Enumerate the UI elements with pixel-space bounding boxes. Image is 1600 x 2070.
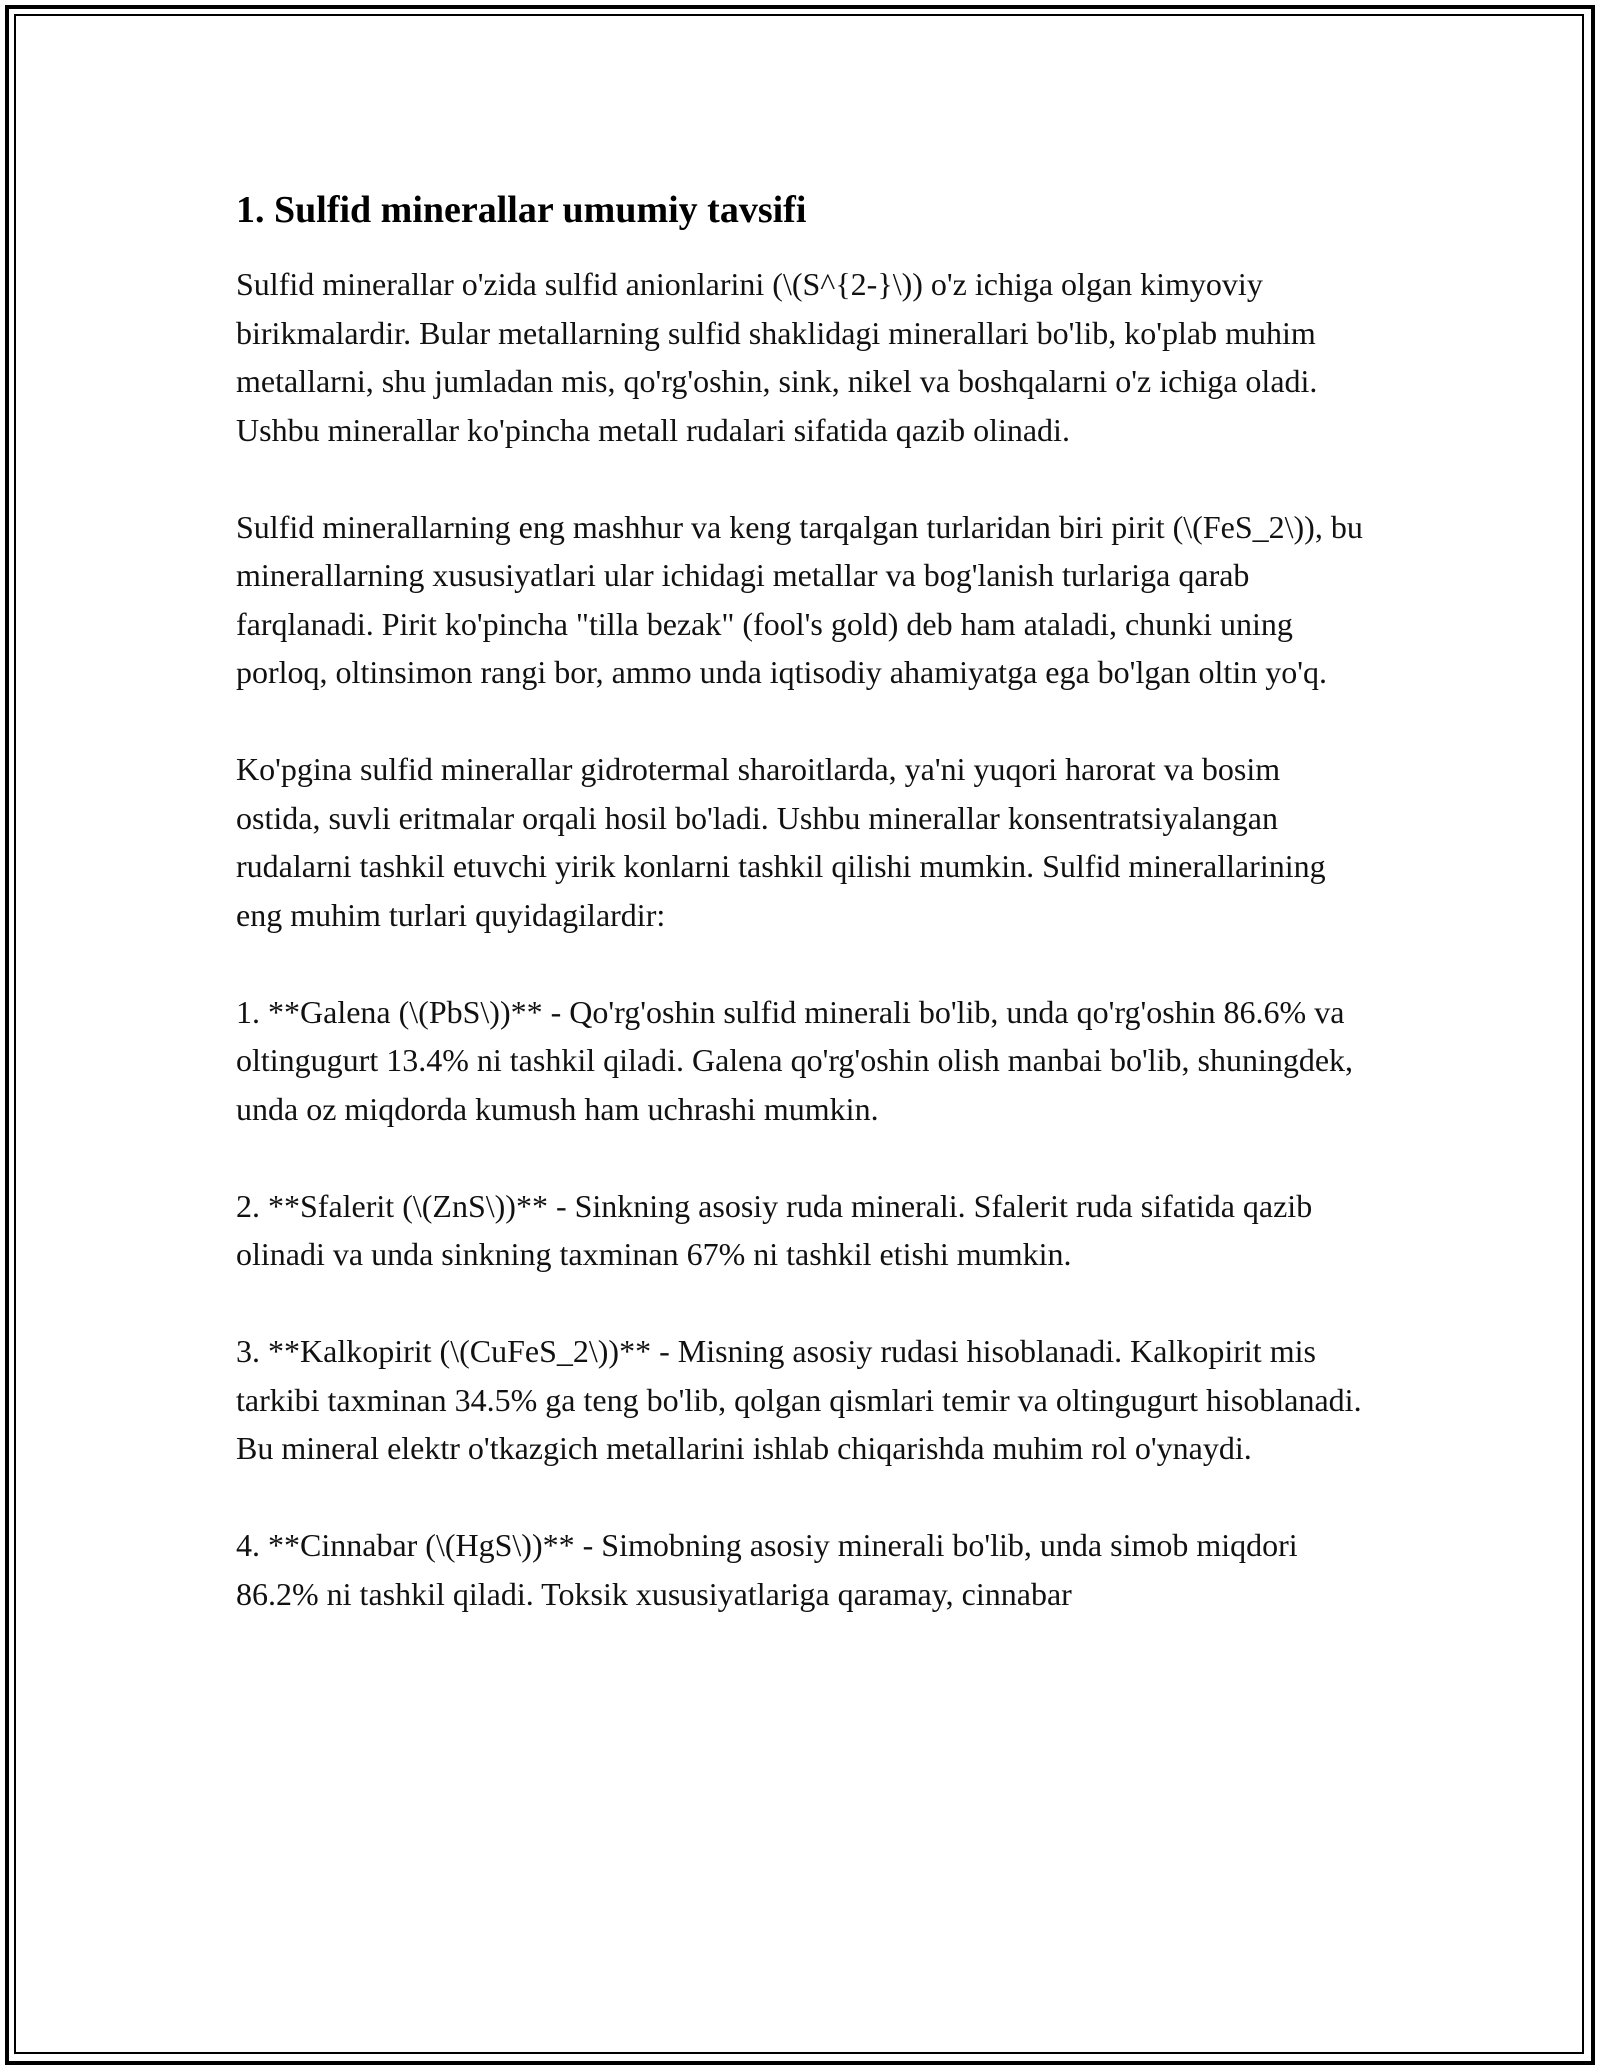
paragraph-formation: Ko'pgina sulfid minerallar gidrotermal sharoitlarda, ya'ni yuqori harorat va bosim ostida, suvli eritmalar orqali hosil bo'ladi. Ushbu minerallar konsentratsiyalangan rudalarni tashkil etuvchi yirik konlarni tashkil qilishi mumkin. Sulfid minerallarining eng muhim turlari quyidagilardir:	[236, 751, 1326, 933]
list-item-sphalerite: 2. **Sfalerit (\(ZnS\))** - Sinkning asosiy ruda minerali. Sfalerit ruda sifatida qazib olinadi va unda sinkning taxminan 67% ni tashkil etishi mumkin.	[236, 1187, 1313, 1272]
document-body	[236, 186, 1366, 1667]
list-item-cinnabar: 4. **Cinnabar (\(HgS\))** - Simobning asosiy minerali bo'lib, unda simob miqdori 86.2% ni tashkil qiladi. Toksik xususiyatlariga qaramay, cinnabar	[236, 1527, 1298, 1612]
list-item-chalcopyrite: 3. **Kalkopirit (\(CuFeS_2\))** - Misning asosiy rudasi hisoblanadi. Kalkopirit mis tarkibi taxminan 34.5% ga teng bo'lib, qolgan qismlari temir va oltingugurt hisoblanadi. Bu mineral elektr o'tkazgich metallarini ishlab chiqarishda muhim rol o'ynaydi.	[236, 1333, 1362, 1466]
paragraph-intro: Sulfid minerallar o'zida sulfid anionlarini (\(S^{2-}\)) o'z ichiga olgan kimyoviy birikmalardir. Bular metallarning sulfid shaklidagi minerallari bo'lib, ko'plab muhim metallarni, shu jumladan mis, qo'rg'oshin, sink, nikel va boshqalarni o'z ichiga oladi. Ushbu minerallar ko'pincha metall rudalari sifatida qazib olinadi.	[236, 266, 1318, 448]
section-heading: 1. Sulfid minerallar umumiy tavsifi	[236, 189, 807, 231]
paragraph-pyrite: Sulfid minerallarning eng mashhur va keng tarqalgan turlaridan biri pirit (\(FeS_2\)), bu minerallarning xususiyatlari ular ichidagi metallar va bog'lanish turlariga qarab farqlanadi. Pirit ko'pincha "tilla bezak" (fool's gold) deb ham ataladi, chunki uning porloq, oltinsimon rangi bor, ammo unda iqtisodiy ahamiyatga ega bo'lgan oltin yo'q.	[236, 508, 1363, 690]
list-item-galena: 1. **Galena (\(PbS\))** - Qo'rg'oshin sulfid minerali bo'lib, unda qo'rg'oshin 86.6% va oltingugurt 13.4% ni tashkil qiladi. Galena qo'rg'oshin olish manbai bo'lib, shuningdek, unda oz miqdorda kumush ham uchrashi mumkin.	[236, 993, 1354, 1127]
